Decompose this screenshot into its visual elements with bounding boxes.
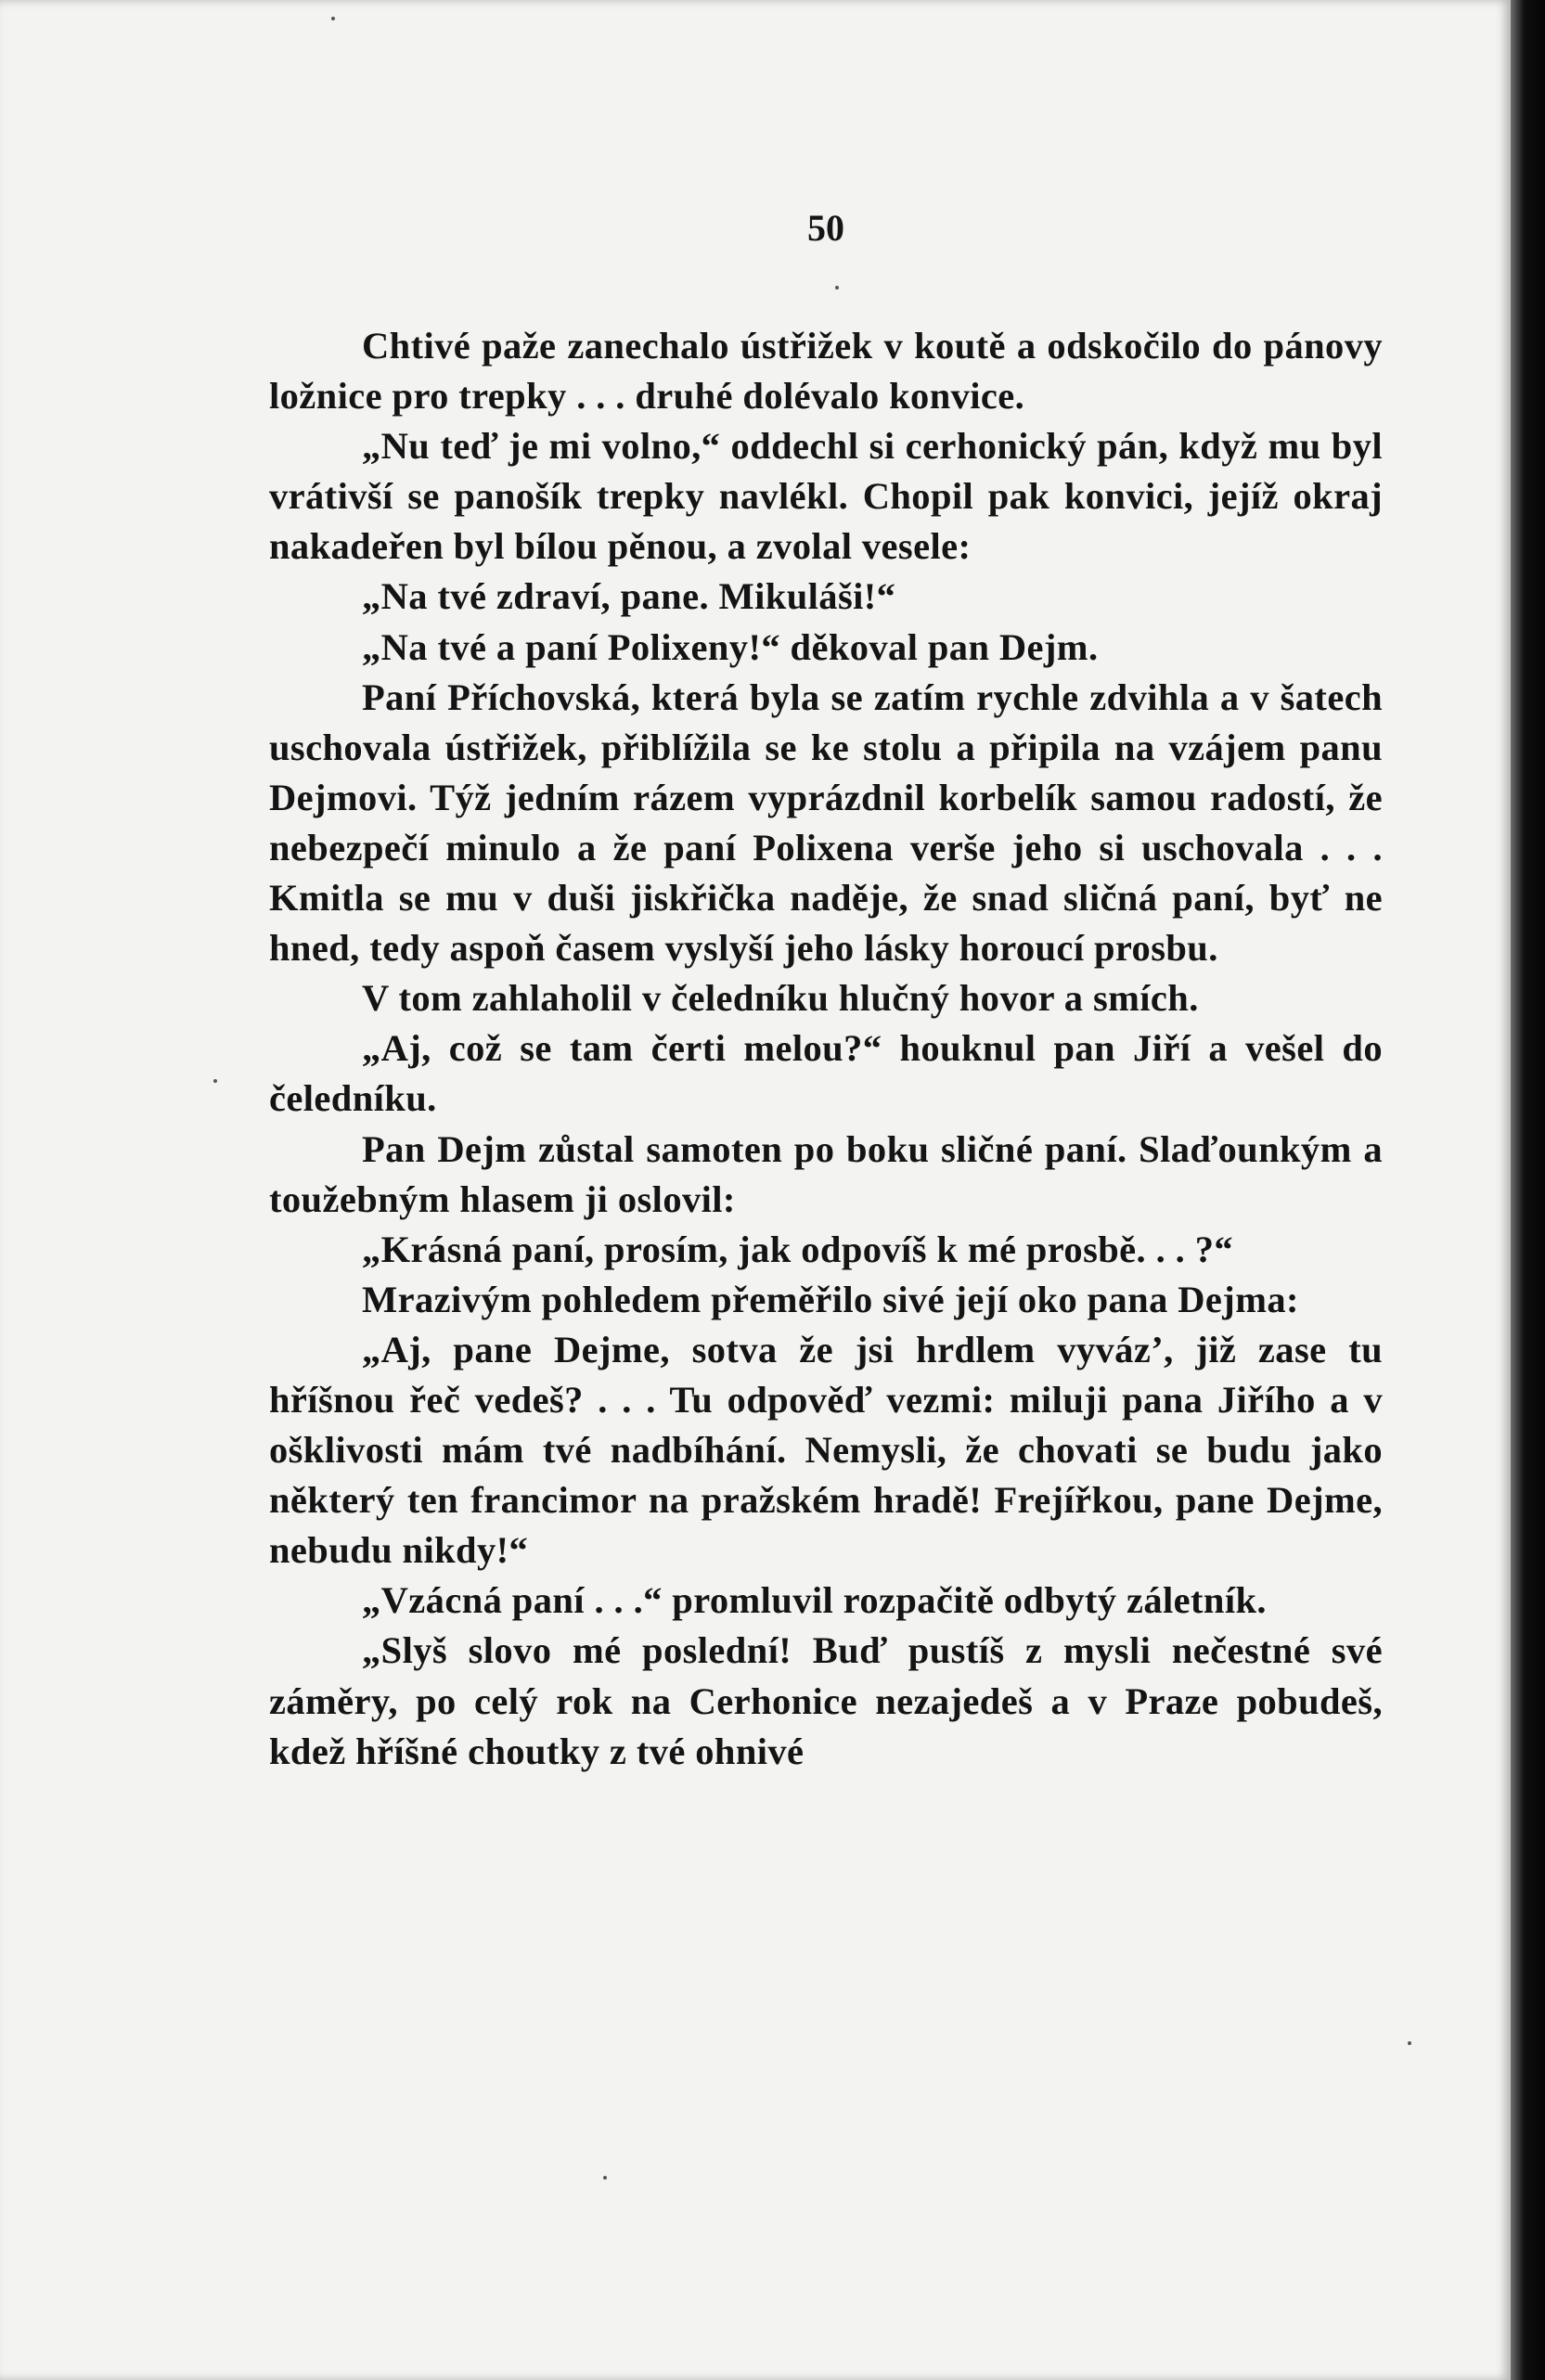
paragraph: V tom zahlaholil v čeledníku hlučný hovor a smích. [362, 977, 1199, 1020]
paragraph: Chtivé paže zanechalo ústřižek v koutě a odskočilo do pánovy ložnice pro trepky . . . druhé dolévalo konvice. [269, 325, 1383, 418]
scan-speck [603, 2176, 607, 2180]
scan-speck [835, 286, 839, 289]
paragraph: „Aj, což se tam čerti melou?“ houknul pan Jiří a vešel do čeledníku. [269, 1027, 1383, 1120]
body-text [269, 321, 1383, 1777]
scan-speck [331, 17, 335, 20]
paragraph: „Krásná paní, prosím, jak odpovíš k mé prosbě. . . ?“ [362, 1228, 1233, 1270]
scan-speck [213, 1079, 217, 1083]
page-number: 50 [807, 207, 844, 249]
paragraph: „Nu teď je mi volno,“ oddechl si cerhonický pán, když mu byl vrátivší se panošík trepky navlékl. Chopil pak konvici, jejíž okraj nakadeřen byl bílou pěnou, a zvolal vesele: [269, 425, 1383, 568]
paragraph: „Na tvé a paní Polixeny!“ děkoval pan Dejm. [362, 625, 1099, 668]
paragraph: „Aj, pane Dejme, sotva že jsi hrdlem vyvázʼ, již zase tu hříšnou řeč vedeš? . . . Tu odpověď vezmi: miluji pana Jiřího a v ošklivosti mám tvé nadbíhání. Nemysli, že chovati se budu jako některý ten francimor na pražském hradě! Frejířkou, pane Dejme, nebudu nikdy!“ [269, 1328, 1383, 1572]
scan-speck [1408, 2041, 1411, 2045]
paragraph: Pan Dejm zůstal samoten po boku sličné paní. Slaďounkým a toužebným hlasem ji oslovil: [269, 1127, 1383, 1220]
paragraph: „Na tvé zdraví, pane. Mikuláši!“ [362, 575, 896, 618]
paragraph: „Slyš slovo mé poslední! Buď pustíš z mysli nečestné své záměry, po celý rok na Cerhonice nezajedeš a v Praze pobudeš, kdež hříšné choutky z tvé ohnivé [269, 1629, 1383, 1772]
paragraph: Mrazivým pohledem přeměřilo sivé její oko pana Dejma: [362, 1278, 1299, 1320]
paragraph: „Vzácná paní . . .“ promluvil rozpačitě odbytý záletník. [362, 1579, 1267, 1622]
paragraph: Paní Příchovská, která byla se zatím rychle zdvihla a v šatech uschovala ústřižek, přiblížila se ke stolu a připila na vzájem panu Dejmovi. Týž jedním rázem vyprázdnil korbelík samou radostí, že nebezpečí minulo a že paní Polixena verše jeho si uschovala . . . Kmitla se mu v duši jiskřička naděje, že snad sličná paní, byť ne hned, tedy aspoň časem vyslyší jeho lásky horoucí prosbu. [269, 675, 1383, 970]
page-edge-shadow [1511, 0, 1545, 2380]
